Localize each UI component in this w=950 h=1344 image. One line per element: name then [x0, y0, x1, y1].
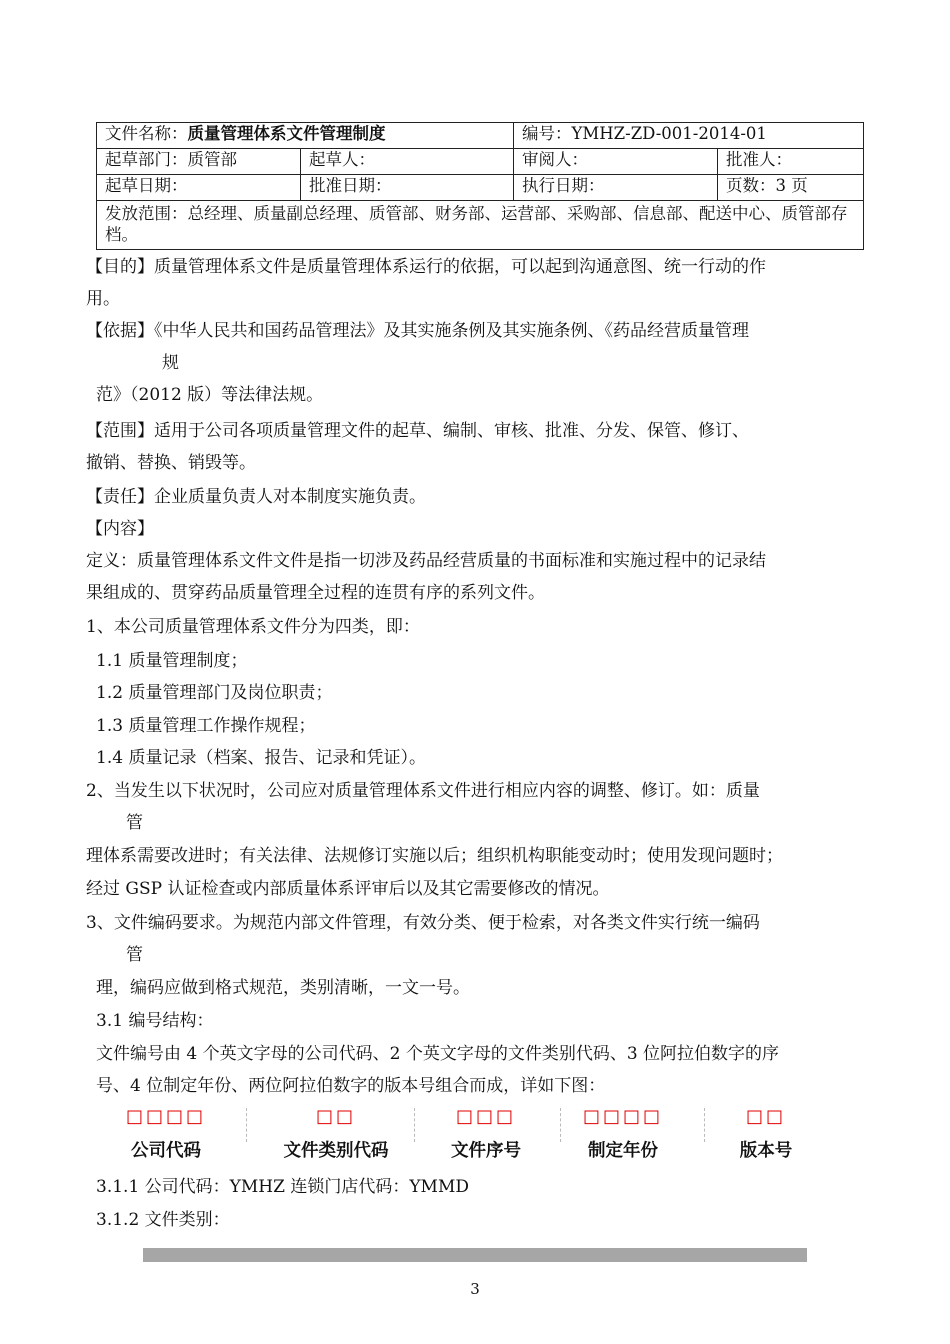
- doc-title-cell: [97, 123, 514, 149]
- definition-line-1: 定义：质量管理体系文件文件是指一切涉及药品经营质量的书面标准和实施过程中的记录结: [86, 551, 766, 571]
- drafting-date: 起草日期：: [97, 175, 301, 201]
- separator: [414, 1108, 415, 1142]
- section-2-line-2: 管: [126, 813, 143, 833]
- code-version-label: 版本号: [739, 1141, 793, 1161]
- code-year-boxes: □□□□: [582, 1106, 664, 1127]
- code-category-boxes: □□: [315, 1106, 356, 1127]
- code-structure-diagram: [96, 1106, 856, 1166]
- section-1: 1、本公司质量管理体系文件分为四类，即：: [86, 617, 420, 637]
- code-version: [696, 1106, 836, 1162]
- section-3-line-3: 理，编码应做到格式规范，类别清晰，一文一号。: [96, 978, 470, 998]
- code-serial-label: 文件序号: [451, 1141, 521, 1161]
- code-category-label: 文件类别代码: [283, 1141, 389, 1161]
- doc-title: 质量管理体系文件管理制度: [187, 124, 386, 143]
- scope-line-2: 撤销、替换、销毁等。: [86, 453, 256, 473]
- reviewer: 审阅人：: [514, 149, 718, 175]
- scope-line-1: 【范围】适用于公司各项质量管理文件的起草、编制、审核、批准、分发、保管、修订、: [86, 421, 749, 441]
- drafting-dept: 起草部门：质管部: [97, 149, 301, 175]
- section-3-1-2: 3.1.2 文件类别：: [96, 1210, 230, 1230]
- duty-line: 【责任】企业质量负责人对本制度实施负责。: [86, 487, 426, 507]
- code-company: [96, 1106, 236, 1162]
- section-2-line-3: 理体系需要改进时；有关法律、法规修订实施以后；组织机构职能变动时；使用发现问题时；: [86, 846, 783, 866]
- section-3-1-1: 3.1.1 公司代码：YMHZ 连锁门店代码：YMMD: [96, 1177, 469, 1197]
- section-1-1: 1.1 质量管理制度；: [96, 651, 248, 671]
- section-2-line-1: 2、当发生以下状况时，公司应对质量管理体系文件进行相应内容的调整、修订。如：质量: [86, 781, 760, 801]
- code-company-label: 公司代码: [131, 1141, 201, 1161]
- basis-line-1: 【依据】《中华人民共和国药品管理法》及其实施条例及其实施条例、《药品经营质量管理: [86, 321, 749, 341]
- drafter: 起草人：: [301, 149, 514, 175]
- doc-number: 编号：YMHZ-ZD-001-2014-01: [514, 123, 864, 149]
- approval-date: 批准日期：: [301, 175, 514, 201]
- approver: 批准人：: [718, 149, 864, 175]
- basis-line-2: 规: [162, 353, 179, 373]
- code-serial-boxes: □□□: [455, 1106, 517, 1127]
- code-year-label: 制定年份: [588, 1141, 658, 1161]
- section-3-1-line-1: 文件编号由 4 个英文字母的公司代码、2 个英文字母的文件类别代码、3 位阿拉伯数字的序: [96, 1044, 780, 1064]
- page-count: 页数：3 页: [718, 175, 864, 201]
- section-2-line-4: 经过 GSP 认证检查或内部质量体系评审后以及其它需要修改的情况。: [86, 879, 610, 899]
- distribution-scope: 发放范围：总经理、质量副总经理、质管部、财务部、运营部、采购部、信息部、配送中心、质管部存档。: [97, 201, 864, 250]
- section-3-1-line-2: 号、4 位制定年份、两位阿拉伯数字的版本号组合而成，详如下图：: [96, 1076, 606, 1096]
- footer-bar: [143, 1248, 807, 1262]
- definition-line-2: 果组成的、贯穿药品质量管理全过程的连贯有序的系列文件。: [86, 583, 545, 603]
- code-version-boxes: □□: [745, 1106, 786, 1127]
- section-1-3: 1.3 质量管理工作操作规程；: [96, 716, 316, 736]
- section-3-line-1: 3、文件编码要求。为规范内部文件管理，有效分类、便于检索，对各类文件实行统一编码: [86, 913, 760, 933]
- section-1-4: 1.4 质量记录（档案、报告、记录和凭证）。: [96, 748, 426, 768]
- content-heading: 【内容】: [86, 519, 154, 539]
- separator: [246, 1108, 247, 1142]
- code-company-boxes: □□□□: [125, 1106, 207, 1127]
- code-serial: [416, 1106, 556, 1162]
- doc-title-label: 文件名称：: [105, 124, 188, 143]
- code-category: [266, 1106, 406, 1162]
- section-3-line-2: 管: [126, 945, 143, 965]
- effective-date: 执行日期：: [514, 175, 718, 201]
- section-1-2: 1.2 质量管理部门及岗位职责；: [96, 683, 333, 703]
- basis-line-3: 范》（2012 版）等法律法规。: [96, 385, 324, 405]
- section-3-1-heading: 3.1 编号结构：: [96, 1011, 214, 1031]
- purpose-line-2: 用。: [86, 289, 120, 309]
- page-number: 3: [470, 1280, 480, 1298]
- purpose-line-1: 【目的】质量管理体系文件是质量管理体系运行的依据，可以起到沟通意图、统一行动的作: [86, 257, 766, 277]
- code-year: [553, 1106, 693, 1162]
- document-header-table: [96, 122, 864, 250]
